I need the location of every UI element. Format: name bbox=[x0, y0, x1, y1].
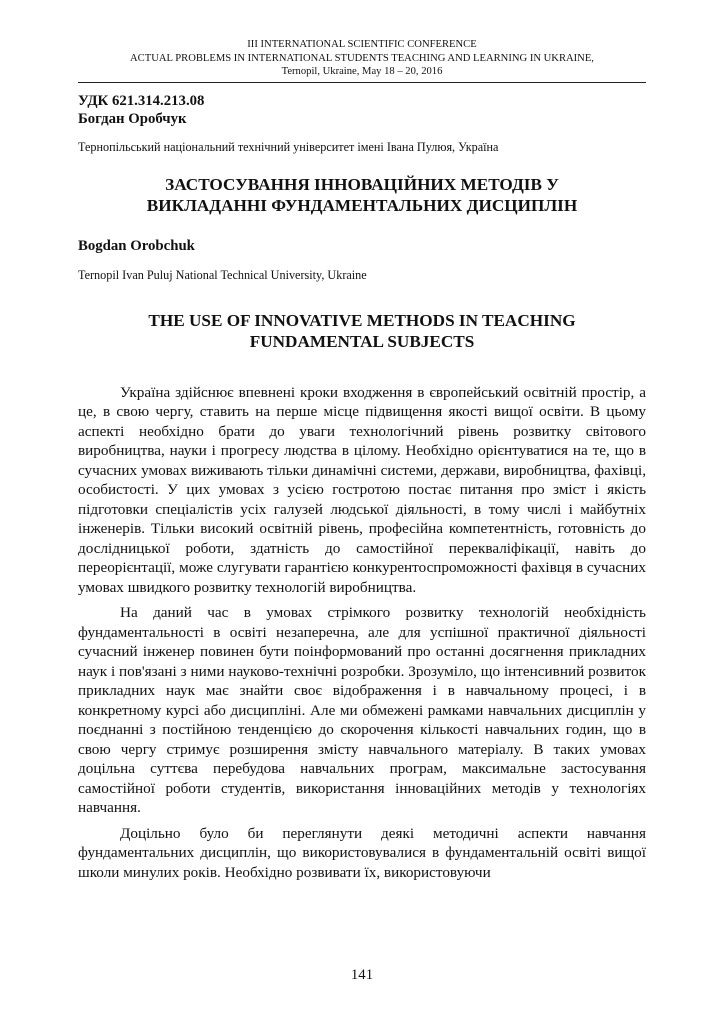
affiliation-en: Ternopil Ivan Puluj National Technical University, Ukraine bbox=[78, 267, 367, 282]
paper-title-en-line: THE USE OF INNOVATIVE METHODS IN TEACHING bbox=[148, 310, 576, 330]
conference-header bbox=[78, 38, 646, 83]
paper-title-en bbox=[78, 310, 646, 352]
body-paragraph: Україна здійснює впевнені кроки входження в європейський освітній простір, а це, в свою чергу, ставить на перше місце підвищення якості вищої освіти. В цьому аспекті необхідно брати до уваги технологічний рівень розвитку світового виробництва, науки і прогресу людства в цілому. Необхідно орієнтуватися на те, що в сучасних умовах виживають тільки динамічні системи, держави, виробництва, фахівці, особистості. У цих умовах з усією гостротою постає питання про зміст і якість підготовки спеціалістів усіх галузей людської діяльності, в тому числі і майбутніх інженерів. Тільки високий освітній рівень, професійна компетентність, готовність до дослідницької роботи, здатність до самостійної перекваліфікації, навіть до переорієнтації, може слугувати гарантією конкурентоспроможності фахівця в сучасних умовах швидкого розвитку технологій виробництва. bbox=[78, 383, 646, 596]
page-number: 141 bbox=[350, 967, 374, 983]
udc-code: УДК 621.314.213.08 bbox=[78, 92, 205, 109]
conference-subtitle: ACTUAL PROBLEMS IN INTERNATIONAL STUDENTS TEACHING AND LEARNING IN UKRAINE, bbox=[130, 52, 594, 64]
author-name-ua: Богдан Оробчук bbox=[78, 110, 187, 127]
body-paragraph: Доцільно було би переглянути деякі методичні аспекти навчання фундаментальних дисциплін, що використовувалися в фундаментальній освіті вищої школи минулих років. Необхідно розвивати їх, використовуючи bbox=[78, 824, 646, 881]
conference-title: III INTERNATIONAL SCIENTIFIC CONFERENCE bbox=[247, 39, 477, 50]
paper-title-ua-line: ВИКЛАДАННІ ФУНДАМЕНТАЛЬНИХ ДИСЦИПЛІН bbox=[146, 195, 578, 215]
body-paragraph: На даний час в умовах стрімкого розвитку технологій необхідність фундаментальності в освіті незаперечна, але для успішної практичної діяльності сучасний інженер повинен бути поінформований про останні досягнення прикладних наук і пов'язані з ними науково-технічні розробки. Зрозуміло, що інтенсивний розвиток прикладних наук має знайти своє відображення і в навчальному процесі, і в конкретному курсі або дисципліні. Але ми обмежені рамками навчальних дисциплін у поєднанні з постійною тенденцією до скорочення кількості навчальних годин, що в свою чергу стримує розширення змісту навчального матеріалу. В таких умовах доцільна суттєва перебудова навчальних програм, максимальне застосування самостійної роботи студентів, використання інноваційних методів у технологіях навчання. bbox=[78, 604, 646, 816]
paper-title-en-line: FUNDAMENTAL SUBJECTS bbox=[249, 331, 475, 351]
conference-place-date: Ternopil, Ukraine, May 18 – 20, 2016 bbox=[281, 66, 443, 77]
author-name-en: Bogdan Orobchuk bbox=[78, 237, 195, 254]
paper-title-ua bbox=[78, 174, 646, 216]
body-text bbox=[78, 383, 646, 883]
paper-title-ua-line: ЗАСТОСУВАННЯ ІННОВАЦІЙНИХ МЕТОДІВ У bbox=[165, 174, 559, 194]
affiliation-ua: Тернопільський національний технічний університет імені Івана Пулюя, Україна bbox=[78, 139, 499, 154]
